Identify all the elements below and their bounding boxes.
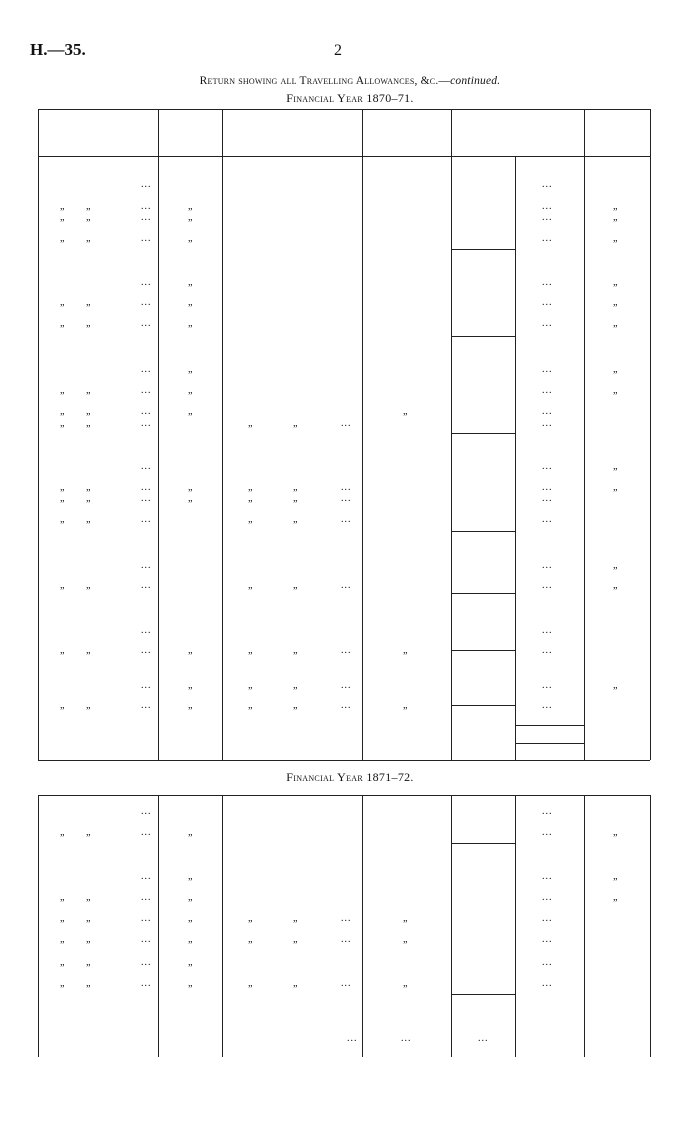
ditto-mark: „ — [248, 493, 253, 504]
ditto-mark: „ — [188, 201, 193, 212]
ditto-mark: „ — [613, 892, 618, 903]
column-header-source — [584, 112, 650, 154]
leader-dots: ... — [141, 461, 152, 472]
leader-dots: ... — [141, 277, 152, 288]
ditto-mark: „ — [613, 212, 618, 223]
ditto-mark: „ — [60, 913, 65, 924]
amount-dots: ... — [542, 580, 553, 591]
ditto-mark: „ — [188, 233, 193, 244]
ditto-mark: „ — [293, 482, 298, 493]
column-rule — [584, 795, 585, 1057]
ditto-mark: „ — [60, 580, 65, 591]
ditto-mark: „ — [86, 201, 91, 212]
ditto-mark: „ — [248, 482, 253, 493]
ditto-mark: „ — [86, 514, 91, 525]
ditto-mark: „ — [188, 318, 193, 329]
amount-dots: ... — [542, 680, 553, 691]
ditto-mark: „ — [60, 385, 65, 396]
ditto-mark: „ — [248, 680, 253, 691]
table-title-continued: continued. — [450, 75, 501, 87]
ditto-mark: „ — [613, 461, 618, 472]
leader-dots: ... — [141, 892, 152, 903]
ditto-mark: „ — [60, 233, 65, 244]
leader-dots: ... — [141, 934, 152, 945]
leader-dots: ... — [341, 645, 352, 656]
subtotal-rule — [451, 650, 515, 651]
ditto-mark: „ — [293, 514, 298, 525]
subtotal-rule — [451, 705, 515, 706]
leader-dots: ... — [341, 514, 352, 525]
leader-dots: ... — [141, 297, 152, 308]
amount-dots: ... — [542, 461, 553, 472]
column-rule — [38, 109, 39, 760]
ditto-mark: „ — [403, 406, 408, 417]
ditto-mark: „ — [293, 645, 298, 656]
ditto-mark: „ — [293, 418, 298, 429]
ditto-mark: „ — [248, 580, 253, 591]
ditto-mark: „ — [613, 318, 618, 329]
ditto-mark: „ — [60, 297, 65, 308]
leader-dots: ... — [141, 560, 152, 571]
ditto-mark: „ — [188, 493, 193, 504]
ditto-mark: „ — [293, 680, 298, 691]
amount-dots: ... — [542, 318, 553, 329]
ditto-mark: „ — [86, 913, 91, 924]
ditto-mark: „ — [248, 934, 253, 945]
ditto-mark: „ — [86, 978, 91, 989]
ditto-mark: „ — [403, 978, 408, 989]
ditto-mark: „ — [188, 871, 193, 882]
leader-dots: ... — [141, 871, 152, 882]
ditto-mark: „ — [60, 892, 65, 903]
ditto-mark: „ — [86, 892, 91, 903]
leader-dots: ... — [141, 406, 152, 417]
ditto-mark: „ — [293, 580, 298, 591]
amount-dots: ... — [542, 827, 553, 838]
leader-dots: ... — [141, 680, 152, 691]
leader-dots: ... — [141, 364, 152, 375]
ditto-mark: „ — [188, 827, 193, 838]
column-rule — [584, 109, 585, 760]
ditto-mark: „ — [86, 406, 91, 417]
leader-dots: ... — [341, 482, 352, 493]
subtotal-rule — [451, 336, 515, 337]
ditto-mark: „ — [188, 277, 193, 288]
ditto-mark: „ — [403, 700, 408, 711]
subtotal-rule — [451, 531, 515, 532]
column-rule — [515, 156, 516, 760]
ditto-mark: „ — [86, 385, 91, 396]
amount-dots: ... — [542, 625, 553, 636]
ditto-mark: „ — [293, 913, 298, 924]
amount-dots: ... — [542, 212, 553, 223]
subtotal-rule — [451, 593, 515, 594]
ditto-mark: „ — [86, 827, 91, 838]
leader-dots: ... — [141, 827, 152, 838]
leader-dots: ... — [141, 625, 152, 636]
ditto-mark: „ — [60, 700, 65, 711]
column-rule — [158, 109, 159, 760]
ditto-mark: „ — [188, 680, 193, 691]
leader-dots: ... — [347, 1033, 358, 1044]
ditto-mark: „ — [293, 700, 298, 711]
ditto-mark: „ — [86, 645, 91, 656]
column-header-amount — [451, 112, 584, 154]
ditto-mark: „ — [86, 580, 91, 591]
leader-dots: ... — [141, 482, 152, 493]
ditto-mark: „ — [86, 318, 91, 329]
ditto-mark: „ — [86, 957, 91, 968]
leader-dots: ... — [141, 179, 152, 190]
subtotal-rule — [451, 994, 515, 995]
ditto-mark: „ — [613, 233, 618, 244]
leader-dots: ... — [141, 580, 152, 591]
amount-dots: ... — [542, 364, 553, 375]
column-rule — [515, 795, 516, 1057]
leader-dots: ... — [141, 978, 152, 989]
amount-dots: ... — [542, 385, 553, 396]
leader-dots: ... — [341, 680, 352, 691]
leader-dots: ... — [141, 201, 152, 212]
grand-total-rule — [515, 743, 584, 744]
ditto-mark: „ — [293, 978, 298, 989]
ditto-mark: „ — [86, 700, 91, 711]
amount-dots: ... — [542, 418, 553, 429]
period-dots: ... — [401, 1033, 412, 1044]
ditto-mark: „ — [403, 645, 408, 656]
leader-dots: ... — [341, 580, 352, 591]
leader-dots: ... — [141, 957, 152, 968]
ditto-mark: „ — [60, 482, 65, 493]
leader-dots: ... — [141, 418, 152, 429]
ditto-mark: „ — [248, 645, 253, 656]
column-rule — [650, 795, 651, 1057]
ditto-mark: „ — [248, 700, 253, 711]
ditto-mark: „ — [188, 406, 193, 417]
ditto-mark: „ — [188, 913, 193, 924]
leader-dots: ... — [341, 913, 352, 924]
ditto-mark: „ — [613, 277, 618, 288]
leader-dots: ... — [341, 934, 352, 945]
leader-dots: ... — [341, 978, 352, 989]
ditto-mark: „ — [188, 645, 193, 656]
amount-dots: ... — [542, 277, 553, 288]
ditto-mark: „ — [248, 418, 253, 429]
ditto-mark: „ — [60, 934, 65, 945]
ditto-mark: „ — [613, 680, 618, 691]
amount-dots: ... — [542, 806, 553, 817]
column-rule — [222, 109, 223, 760]
ditto-mark: „ — [613, 385, 618, 396]
ditto-mark: „ — [188, 934, 193, 945]
ditto-mark: „ — [188, 892, 193, 903]
ditto-mark: „ — [188, 364, 193, 375]
leader-dots: ... — [141, 514, 152, 525]
ditto-mark: „ — [613, 297, 618, 308]
amount-dots: ... — [542, 514, 553, 525]
subtotal-rule — [451, 433, 515, 434]
column-rule — [38, 795, 39, 1057]
ditto-mark: „ — [403, 913, 408, 924]
amount-dots: ... — [542, 934, 553, 945]
ditto-mark: „ — [188, 957, 193, 968]
ditto-mark: „ — [188, 297, 193, 308]
leader-dots: ... — [341, 418, 352, 429]
amount-dots: ... — [542, 700, 553, 711]
ditto-mark: „ — [188, 482, 193, 493]
ditto-mark: „ — [86, 418, 91, 429]
column-rule — [158, 795, 159, 1057]
ditto-mark: „ — [86, 482, 91, 493]
ditto-mark: „ — [60, 318, 65, 329]
ditto-mark: „ — [613, 580, 618, 591]
table-title — [0, 75, 700, 87]
document-reference: H.—35. — [30, 40, 86, 59]
ditto-mark: „ — [613, 560, 618, 571]
ditto-mark: „ — [86, 297, 91, 308]
ditto-mark: „ — [188, 212, 193, 223]
column-header-allowance — [158, 112, 222, 154]
ditto-mark: „ — [613, 201, 618, 212]
amount-dots: ... — [542, 913, 553, 924]
ditto-mark: „ — [248, 978, 253, 989]
ditto-mark: „ — [86, 233, 91, 244]
amount-dots: ... — [542, 560, 553, 571]
header-bottom-rule — [38, 156, 650, 157]
ditto-mark: „ — [86, 493, 91, 504]
ditto-mark: „ — [613, 827, 618, 838]
leader-dots: ... — [141, 645, 152, 656]
table-title-main: Return showing all Travelling Allowances, &c.— — [199, 75, 451, 87]
ditto-mark: „ — [613, 871, 618, 882]
column-rule — [362, 109, 363, 760]
ditto-mark: „ — [60, 406, 65, 417]
column-header-service — [222, 112, 362, 154]
amount-dots: ... — [542, 297, 553, 308]
amount-dots: ... — [542, 892, 553, 903]
column-rule — [222, 795, 223, 1057]
column-header-minister — [38, 112, 158, 154]
leader-dots: ... — [141, 212, 152, 223]
ditto-mark: „ — [60, 645, 65, 656]
ditto-mark: „ — [188, 700, 193, 711]
leader-dots: ... — [141, 493, 152, 504]
section-rule — [38, 760, 650, 761]
amount-dots: ... — [542, 233, 553, 244]
ditto-mark: „ — [293, 934, 298, 945]
grand-total-rule — [515, 725, 584, 726]
amount-dots: ... — [542, 645, 553, 656]
column-rule — [451, 109, 452, 760]
ditto-mark: „ — [293, 493, 298, 504]
ditto-mark: „ — [60, 418, 65, 429]
financial-year-heading-2: Financial Year 1871–72. — [286, 770, 414, 784]
subtotal-rule — [451, 249, 515, 250]
amount-dots: ... — [542, 957, 553, 968]
amount-dots: ... — [542, 406, 553, 417]
column-rule — [362, 795, 363, 1057]
subtotal-rule — [451, 843, 515, 844]
ditto-mark: „ — [86, 212, 91, 223]
ditto-mark: „ — [188, 385, 193, 396]
header-rule-2 — [38, 795, 650, 796]
table-top-rule — [38, 109, 650, 110]
amount-dots: ... — [542, 871, 553, 882]
ditto-mark: „ — [60, 493, 65, 504]
leader-dots: ... — [141, 318, 152, 329]
ditto-mark: „ — [60, 957, 65, 968]
financial-year-heading: Financial Year 1870–71. — [286, 91, 414, 105]
leader-dots: ... — [141, 806, 152, 817]
amount-dots: ... — [542, 978, 553, 989]
ditto-mark: „ — [188, 978, 193, 989]
leader-dots: ... — [341, 700, 352, 711]
amount-dots: ... — [542, 482, 553, 493]
page-number: 2 — [334, 42, 342, 59]
ditto-mark: „ — [613, 364, 618, 375]
column-rule — [451, 795, 452, 1057]
ditto-mark: „ — [403, 934, 408, 945]
leader-dots: ... — [141, 913, 152, 924]
ditto-mark: „ — [86, 934, 91, 945]
ditto-mark: „ — [613, 482, 618, 493]
column-header-period — [362, 112, 451, 154]
leader-dots: ... — [341, 493, 352, 504]
ditto-mark: „ — [60, 978, 65, 989]
ditto-mark: „ — [60, 212, 65, 223]
ditto-mark: „ — [60, 514, 65, 525]
amount-dots: ... — [478, 1033, 489, 1044]
ditto-mark: „ — [248, 913, 253, 924]
ditto-mark: „ — [60, 827, 65, 838]
amount-dots: ... — [542, 179, 553, 190]
amount-dots: ... — [542, 201, 553, 212]
column-rule — [650, 109, 651, 760]
amount-dots: ... — [542, 493, 553, 504]
ditto-mark: „ — [248, 514, 253, 525]
leader-dots: ... — [141, 233, 152, 244]
ditto-mark: „ — [60, 201, 65, 212]
leader-dots: ... — [141, 700, 152, 711]
leader-dots: ... — [141, 385, 152, 396]
